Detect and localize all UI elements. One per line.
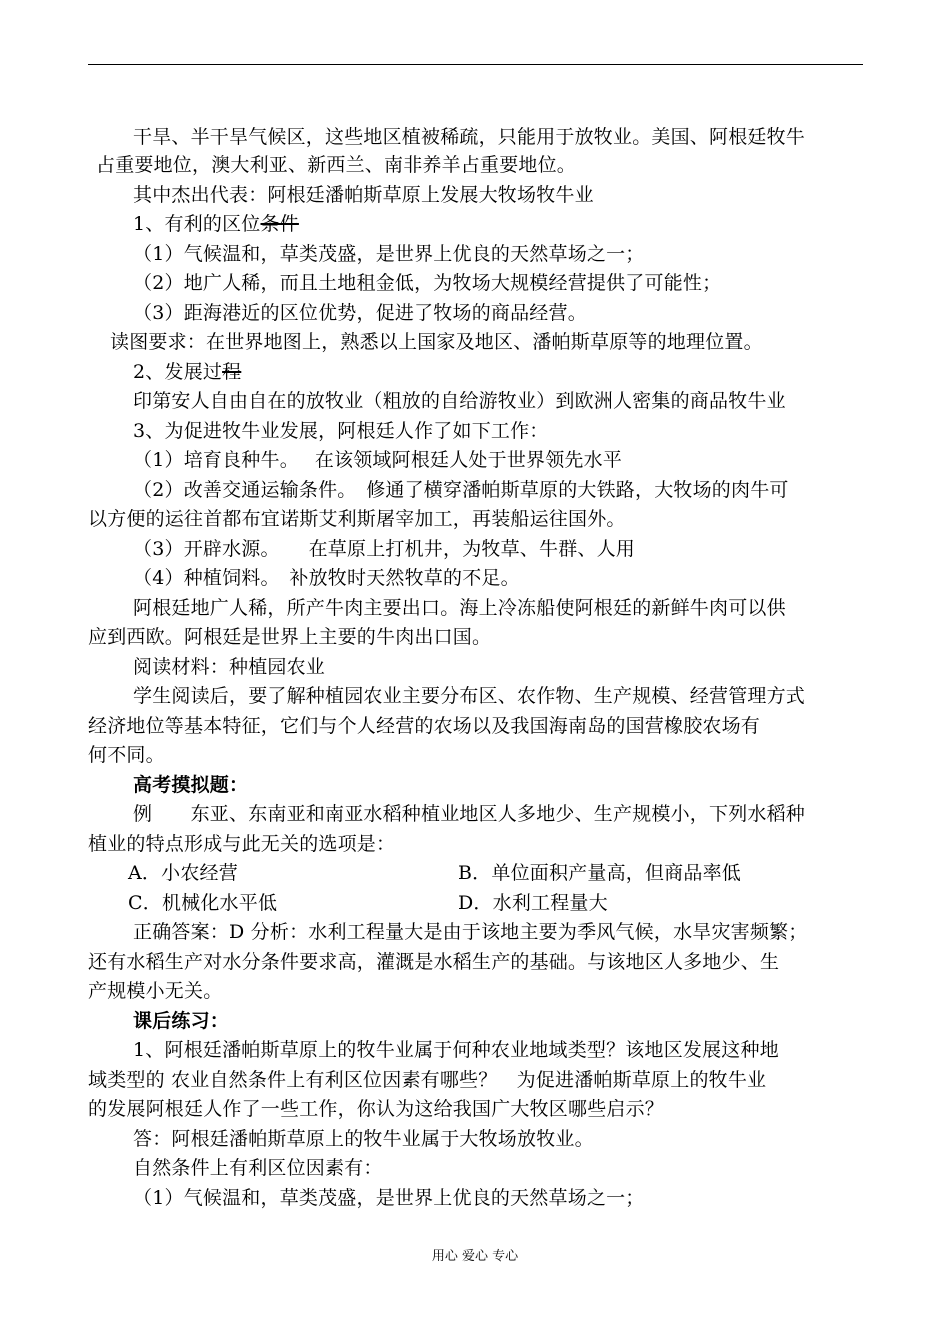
list-item: （4）种植饲料。 补放牧时天然牧草的不足。 [133,567,520,589]
paragraph-line: 答：阿根廷潘帕斯草原上的牧牛业属于大牧场放牧业。 [133,1128,594,1150]
paragraph-line: 占重要地位，澳大利亚、新西兰、南非养羊占重要地位。 [96,154,577,176]
paragraph-line: 以方便的运往首都布宜诺斯艾利斯屠宰加工，再装船运往国外。 [88,508,626,530]
struck-text: 条件 [260,213,299,235]
paragraph-line: 应到西欧。阿根廷是世界上主要的牛肉出口国。 [88,626,492,648]
bold-heading: 高考摸拟题： [133,774,249,796]
heading-text: 2、发展过 [133,361,223,383]
paragraph-line: 印第安人自由自在的放牧业（粗放的自给游牧业）到欧洲人密集的商品牧牛业 [133,390,786,412]
paragraph-line: 学生阅读后，要了解种植园农业主要分布区、农作物、生产规模、经营管理方式 [133,685,806,707]
bold-heading: 课后练习： [133,1010,230,1032]
list-item: （1）培育良种牛。 在该领域阿根廷人处于世界领先水平 [133,449,623,471]
option-a: A．小农经营 [128,862,238,884]
section-heading: 3、为促进牧牛业发展，阿根廷人作了如下工作： [133,420,549,442]
option-d: D．水利工程量大 [458,892,608,914]
section-heading [133,360,241,384]
list-item: （2）改善交通运输条件。 修通了横穿潘帕斯草原的大铁路，大牧场的肉牛可 [133,479,789,501]
paragraph-line: 植业的特点形成与此无关的选项是： [88,833,396,855]
paragraph-line: 何不同。 [88,744,165,766]
paragraph-line: 产规模小无关。 [88,980,223,1002]
heading-text: 1、有利的区位 [133,213,261,235]
section-heading [133,212,299,236]
paragraph-line: 正确答案：D 分析：水利工程量大是由于该地主要为季风气候，水旱灾害频繁； [133,921,808,943]
list-item: （3）开辟水源。 在草原上打机井，为牧草、牛群、人用 [133,538,635,560]
paragraph-line: 阅读材料：种植园农业 [133,656,326,678]
paragraph-line: 还有水稻生产对水分条件要求高，灌溉是水稻生产的基础。与该地区人多地少、生 [88,951,780,973]
paragraph-line: 域类型的 农业自然条件上有利区位因素有哪些？ 为促进潘帕斯草原上的牧牛业 [88,1069,767,1091]
paragraph-line: 1、阿根廷潘帕斯草原上的牧牛业属于何种农业地域类型？该地区发展这种地 [133,1039,779,1061]
list-item: （3）距海港近的区位优势，促进了牧场的商品经营。 [133,302,587,324]
paragraph-line: 读图要求：在世界地图上，熟悉以上国家及地区、潘帕斯草原等的地理位置。 [110,331,763,353]
list-item: （2）地广人稀，而且土地租金低，为牧场大规模经营提供了可能性； [133,272,722,294]
paragraph-line: 自然条件上有利区位因素有： [133,1157,383,1179]
paragraph-line: 例 东亚、东南亚和南亚水稻种植业地区人多地少、生产规模小，下列水稻种 [133,803,806,825]
paragraph-line: 阿根廷地广人稀，所产牛肉主要出口。海上冷冻船使阿根廷的新鲜牛肉可以供 [133,597,786,619]
option-b: B．单位面积产量高，但商品率低 [458,862,741,884]
paragraph-line: 其中杰出代表：阿根廷潘帕斯草原上发展大牧场牧牛业 [133,184,594,206]
paragraph-line: 干旱、半干旱气候区，这些地区植被稀疏，只能用于放牧业。美国、阿根廷牧牛 [133,126,806,148]
list-item: （1）气候温和，草类茂盛，是世界上优良的天然草场之一； [133,243,645,265]
page-footer: 用心 爱心 专心 [431,1249,519,1264]
paragraph-line: 的发展阿根廷人作了一些工作，你认为这给我国广大牧区哪些启示？ [88,1098,665,1120]
paragraph-line: 经济地位等基本特征，它们与个人经营的农场以及我国海南岛的国营橡胶农场有 [88,715,761,737]
list-item: （1）气候温和，草类茂盛，是世界上优良的天然草场之一； [133,1187,645,1209]
option-c: C．机械化水平低 [128,892,278,914]
header-rule [88,64,863,65]
struck-text: 程 [222,361,242,383]
